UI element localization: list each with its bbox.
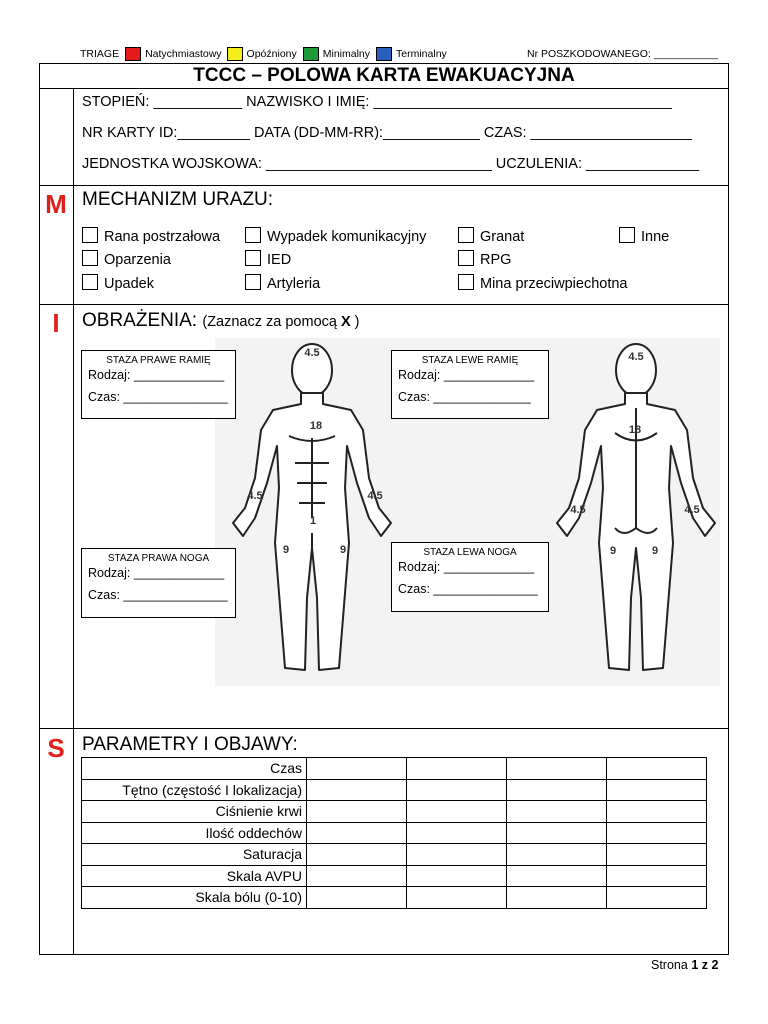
tourniquet-title: STAZA PRAWA NOGA <box>107 553 210 564</box>
triage-minimal-label: Minimalny <box>322 48 371 60</box>
section-letter-s: S <box>47 733 65 763</box>
option-label: Mina przeciwpiechotna <box>480 276 628 292</box>
vital-sign-label: Skala AVPU <box>82 865 307 887</box>
front-head-percent: 4.5 <box>304 347 320 359</box>
back-right-leg-percent: 9 <box>651 545 659 557</box>
table-row <box>82 844 707 866</box>
vital-sign-cell[interactable] <box>507 865 607 887</box>
divider-personal <box>39 185 729 186</box>
checkbox[interactable] <box>458 227 474 243</box>
page-indicator <box>651 958 718 972</box>
vital-sign-cell[interactable] <box>607 801 707 823</box>
checkbox[interactable] <box>82 227 98 243</box>
vital-sign-cell[interactable] <box>607 822 707 844</box>
back-right-arm-percent: 4.5 <box>684 504 700 516</box>
checkbox[interactable] <box>82 250 98 266</box>
tourniquet-type-field[interactable]: Rodzaj: _____________ <box>398 368 535 382</box>
tourniquet-type-field[interactable]: Rodzaj: _____________ <box>88 368 225 382</box>
vital-sign-cell[interactable] <box>307 801 407 823</box>
tourniquet-left-leg-box[interactable] <box>391 542 549 612</box>
option-other[interactable] <box>619 227 669 245</box>
vital-sign-cell[interactable] <box>607 887 707 909</box>
option-label: Rana postrzałowa <box>104 229 221 245</box>
vital-sign-cell[interactable] <box>407 865 507 887</box>
option-grenade[interactable] <box>458 227 524 245</box>
tourniquet-right-arm-box[interactable] <box>81 350 236 419</box>
vital-sign-label: Czas <box>82 758 307 780</box>
tourniquet-title: STAZA PRAWE RAMIĘ <box>106 355 211 366</box>
tourniquet-time-field[interactable]: Czas: _______________ <box>88 588 228 602</box>
vital-sign-cell[interactable] <box>307 865 407 887</box>
injuries-instruction <box>202 314 359 330</box>
checkbox[interactable] <box>458 250 474 266</box>
vital-sign-cell[interactable] <box>307 758 407 780</box>
divider-injuries <box>39 728 729 729</box>
injuries-title: OBRAŻENIA: <box>82 310 198 331</box>
option-vehicle-accident[interactable] <box>245 227 426 245</box>
tourniquet-type-field[interactable]: Rodzaj: _____________ <box>398 560 535 574</box>
triage-red-checkbox[interactable] <box>125 47 141 61</box>
tourniquet-time-field[interactable]: Czas: _______________ <box>88 390 228 404</box>
vital-sign-cell[interactable] <box>407 822 507 844</box>
vital-sign-label: Skala bólu (0-10) <box>82 887 307 909</box>
tourniquet-type-field[interactable]: Rodzaj: _____________ <box>88 566 225 580</box>
vital-sign-cell[interactable] <box>307 779 407 801</box>
option-label: RPG <box>480 252 512 268</box>
table-row <box>82 887 707 909</box>
unit-allergies-field[interactable]: JEDNOSTKA WOJSKOWA: ____________________________ UCZULENIA: ______________ <box>82 156 699 172</box>
checkbox[interactable] <box>245 250 261 266</box>
triage-green-checkbox[interactable] <box>303 47 319 61</box>
vital-sign-cell[interactable] <box>507 887 607 909</box>
vital-sign-cell[interactable] <box>507 779 607 801</box>
section-letter-i: I <box>52 308 60 338</box>
vital-sign-cell[interactable] <box>407 801 507 823</box>
checkbox[interactable] <box>619 227 635 243</box>
card-date-time-field[interactable]: NR KARTY ID:_________ DATA (DD-MM-RR):____________ CZAS: ____________________ <box>82 125 692 141</box>
rank-name-field[interactable]: STOPIEŃ: ___________ NAZWISKO I IMIĘ: _____________________________________ <box>82 94 672 110</box>
vital-sign-cell[interactable] <box>607 865 707 887</box>
triage-delayed-label: Opóźniony <box>246 48 297 60</box>
section-letter-m: M <box>45 189 67 219</box>
vital-sign-label: Tętno (częstość I lokalizacja) <box>82 779 307 801</box>
option-label: Upadek <box>104 276 154 292</box>
tourniquet-left-arm-box[interactable] <box>391 350 549 419</box>
front-left-leg-percent: 9 <box>339 544 347 556</box>
option-label: IED <box>267 252 292 268</box>
triage-row <box>80 46 447 62</box>
page-prefix: Strona <box>651 958 692 972</box>
tourniquet-time-field[interactable]: Czas: ______________ <box>398 390 531 404</box>
divider-mechanism <box>39 304 729 305</box>
tourniquet-time-field[interactable]: Czas: _______________ <box>398 582 538 596</box>
option-label: Artyleria <box>267 276 321 292</box>
page-number: 1 <box>691 958 699 972</box>
page-total: 2 <box>711 958 719 972</box>
vital-sign-cell[interactable] <box>507 801 607 823</box>
mechanism-heading: MECHANIZM URAZU: <box>82 189 274 210</box>
form-title: TCCC – POLOWA KARTA EWAKUACYJNA <box>193 65 575 86</box>
option-ied[interactable] <box>245 250 291 268</box>
table-row <box>82 801 707 823</box>
vital-sign-label: Ilość oddechów <box>82 822 307 844</box>
front-right-leg-percent: 9 <box>282 544 290 556</box>
vital-sign-cell[interactable] <box>407 779 507 801</box>
vital-sign-cell[interactable] <box>507 822 607 844</box>
checkbox[interactable] <box>82 274 98 290</box>
vital-sign-label: Ciśnienie krwi <box>82 801 307 823</box>
option-label: Wypadek komunikacyjny <box>267 229 427 245</box>
option-rpg[interactable] <box>458 250 511 268</box>
back-torso-percent: 18 <box>628 424 642 436</box>
vital-sign-cell[interactable] <box>607 758 707 780</box>
instruction-end: ) <box>350 314 360 330</box>
tourniquet-title: STAZA LEWA NOGA <box>423 547 517 558</box>
casualty-number-field[interactable]: Nr POSZKODOWANEGO: ___________ <box>527 48 719 60</box>
tourniquet-right-leg-box[interactable] <box>81 548 236 618</box>
table-row <box>82 758 707 780</box>
divider-title <box>39 88 729 89</box>
vital-sign-cell[interactable] <box>407 844 507 866</box>
letter-column-divider <box>73 88 74 955</box>
back-left-leg-percent: 9 <box>609 545 617 557</box>
instruction-text: (Zaznacz za pomocą <box>202 314 341 330</box>
vital-sign-label: Saturacja <box>82 844 307 866</box>
checkbox[interactable] <box>245 274 261 290</box>
injuries-heading <box>82 310 360 332</box>
vital-sign-cell[interactable] <box>307 844 407 866</box>
vital-signs-table <box>81 757 707 909</box>
front-right-arm-percent: 4.5 <box>247 490 263 502</box>
option-label: Inne <box>641 229 670 245</box>
vital-sign-cell[interactable] <box>307 887 407 909</box>
option-landmine[interactable] <box>458 274 628 292</box>
triage-expectant-label: Terminalny <box>396 48 447 60</box>
checkbox[interactable] <box>458 274 474 290</box>
vital-sign-cell[interactable] <box>407 887 507 909</box>
table-row <box>82 865 707 887</box>
page-sep: z <box>698 958 712 972</box>
instruction-mark: X <box>340 314 351 330</box>
triage-label: TRIAGE <box>80 48 120 60</box>
front-groin-percent: 1 <box>309 515 317 527</box>
signs-heading: PARAMETRY I OBJAWY: <box>82 734 298 755</box>
vital-sign-cell[interactable] <box>607 779 707 801</box>
front-left-arm-percent: 4.5 <box>367 490 383 502</box>
table-row <box>82 822 707 844</box>
option-label: Granat <box>480 229 525 245</box>
tourniquet-title: STAZA LEWE RAMIĘ <box>421 355 519 366</box>
option-burns[interactable] <box>82 250 171 268</box>
vital-sign-cell[interactable] <box>407 758 507 780</box>
triage-immediate-label: Natychmiastowy <box>145 48 222 60</box>
option-fall[interactable] <box>82 274 154 292</box>
option-label: Oparzenia <box>104 252 171 268</box>
back-left-arm-percent: 4.5 <box>570 504 586 516</box>
option-gunshot[interactable] <box>82 227 220 245</box>
front-torso-percent: 18 <box>309 420 323 432</box>
vital-sign-cell[interactable] <box>307 822 407 844</box>
vital-sign-cell[interactable] <box>607 844 707 866</box>
option-artillery[interactable] <box>245 274 320 292</box>
triage-blue-checkbox[interactable] <box>376 47 392 61</box>
vital-sign-cell[interactable] <box>507 758 607 780</box>
triage-yellow-checkbox[interactable] <box>227 47 243 61</box>
back-head-percent: 4.5 <box>628 351 644 363</box>
table-row <box>82 779 707 801</box>
checkbox[interactable] <box>245 227 261 243</box>
vital-sign-cell[interactable] <box>507 844 607 866</box>
